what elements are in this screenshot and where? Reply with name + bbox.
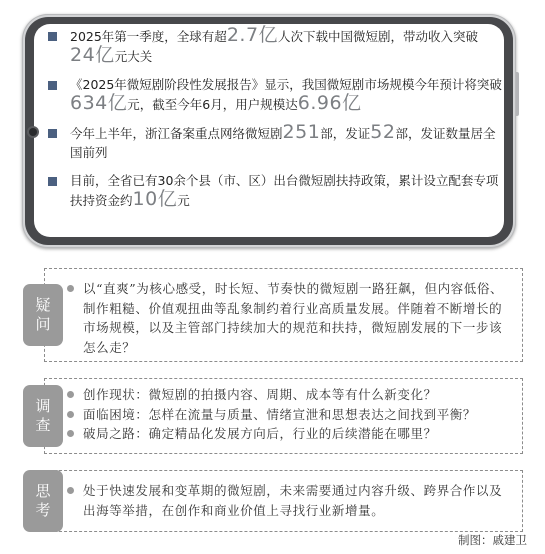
credit-text: 制图：戚建卫 [458,533,527,547]
section-investigation [35,378,523,454]
camera-icon [29,128,37,136]
square-bullet-icon [48,81,57,90]
stat-list [46,26,506,219]
stat-number: 10亿 [132,188,178,210]
stat-number: 251 [282,121,321,143]
stat-item: 今年上半年，浙江备案重点网络微短剧251部，发证52部，发证数量居全国前列 [46,123,506,162]
section-tag: 疑 问 [23,284,63,346]
stat-item: 目前，全省已有30余个县（市、区）出台微短剧扶持政策，累计设立配套专项扶持资金约10亿元 [46,171,506,210]
dot-bullet-icon [67,411,74,418]
square-bullet-icon [48,32,57,41]
stat-number: 24亿 [70,44,115,66]
section-tag: 调 查 [23,385,63,447]
phone-side-button [516,72,519,116]
stat-number: 6.96亿 [297,92,362,114]
stat-number: 2.7亿 [226,24,279,46]
stat-item: 2025年第一季度，全球有超2.7亿人次下载中国微短剧，带动收入突破 24亿元大关 [46,26,506,66]
square-bullet-icon [48,177,57,186]
section-item: 面临困境：怎样在流量与质量、情绪宣泄和思想表达之间找到平衡？ [45,405,522,425]
square-bullet-icon [48,129,57,138]
section-question [35,268,523,362]
dot-bullet-icon [67,430,74,437]
section-item: 处于快速发展和变革期的微短剧，未来需要通过内容升级、跨界合作以及出海等举措，在创作和商业价值上寻找行业新增量。 [45,481,522,520]
dot-bullet-icon [67,487,74,494]
stat-number: 52 [370,121,396,143]
section-item: 以“直爽”为核心感受，时长短、节奏快的微短剧一路狂飙，但内容低俗、制作粗糙、价值观扭曲等乱象制约着行业高质量发展。伴随着不断增长的市场规模，以及主管部门持续加大的规范和扶持，微短剧发展的下一步该怎么走？ [45,279,522,357]
stat-item: 《2025年微短剧阶段性发展报告》显示，我国微短剧市场规模今年预计将突破634亿元，截至今年6月，用户规模达6.96亿 [46,75,506,114]
stat-number: 634亿 [70,92,128,114]
dot-bullet-icon [67,391,74,398]
dot-bullet-icon [67,285,74,292]
section-item: 创作现状：微短剧的拍摄内容、周期、成本等有什么新变化？ [45,385,522,405]
section-thinking [35,470,523,532]
section-tag: 思 考 [23,470,63,532]
section-item: 破局之路：确定精品化发展方向后，行业的后续潜能在哪里？ [45,424,522,444]
